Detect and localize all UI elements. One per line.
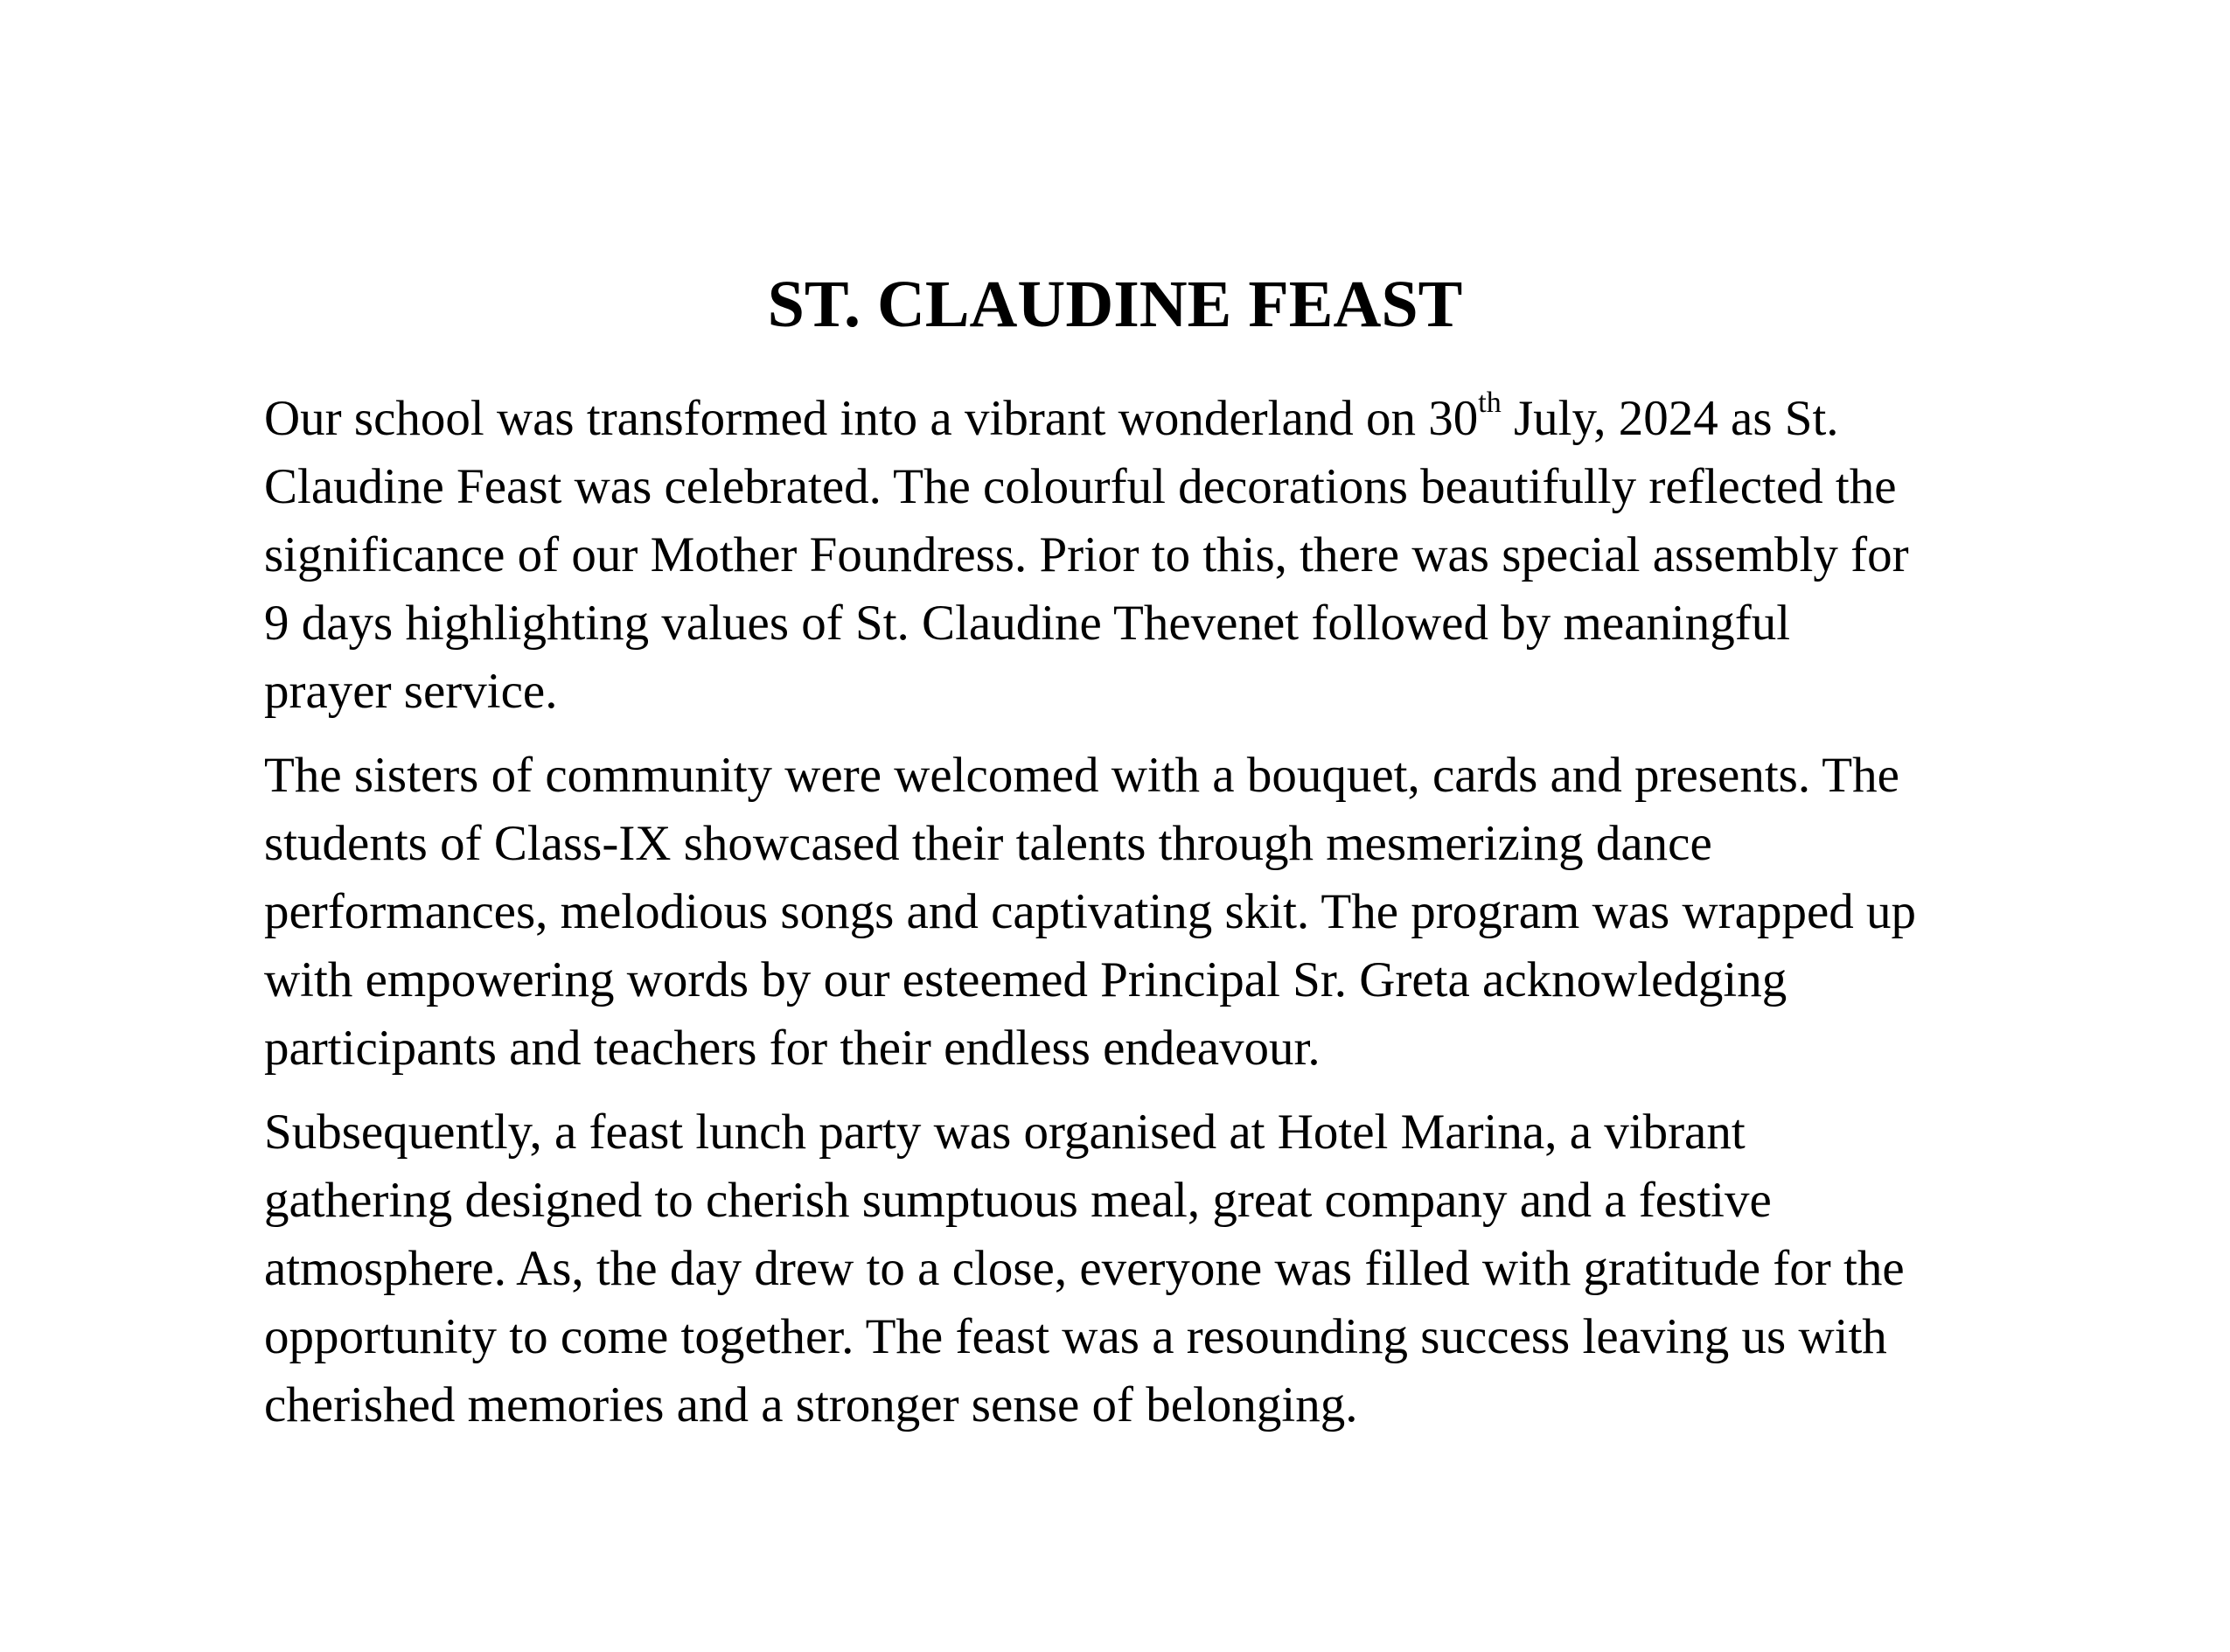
text-line: 9 days highlighting values of St. Claudine Thevenet followed by meaningful xyxy=(264,596,1791,651)
paragraph-3 xyxy=(264,1098,2013,1439)
text-line: opportunity to come together. The feast was a resounding success leaving us with xyxy=(264,1309,1887,1364)
text-line: The sisters of community were welcomed with a bouquet, cards and presents. The xyxy=(264,748,1899,803)
text-line: gathering designed to cherish sumptuous meal, great company and a festive xyxy=(264,1173,1772,1228)
text-line: Claudine Feast was celebrated. The colourful decorations beautifully reflected the xyxy=(264,459,1897,514)
text-line: cherished memories and a stronger sense of belonging. xyxy=(264,1377,1358,1432)
document-body xyxy=(264,385,2013,1455)
paragraph-1 xyxy=(264,385,2013,726)
text-line: with empowering words by our esteemed Principal Sr. Greta acknowledging xyxy=(264,952,1787,1007)
text-line: performances, melodious songs and captivating skit. The program was wrapped up xyxy=(264,884,1916,939)
ordinal-suffix: th xyxy=(1478,387,1502,419)
text-line: participants and teachers for their endless endeavour. xyxy=(264,1021,1321,1076)
text-line: students of Class-IX showcased their talents through mesmerizing dance xyxy=(264,816,1712,871)
text-line: Subsequently, a feast lunch party was organised at Hotel Marina, a vibrant xyxy=(264,1105,1746,1160)
page-title: ST. CLAUDINE FEAST xyxy=(767,268,1463,341)
text-line: significance of our Mother Foundress. Prior to this, there was special assembly for xyxy=(264,527,1909,582)
paragraph-2 xyxy=(264,742,2013,1083)
text-line: atmosphere. As, the day drew to a close, everyone was filled with gratitude for the xyxy=(264,1241,1905,1296)
text-line: Our school was transformed into a vibrant wonderland on 30th July, 2024 as St. xyxy=(264,387,1839,446)
text-line: prayer service. xyxy=(264,664,558,719)
